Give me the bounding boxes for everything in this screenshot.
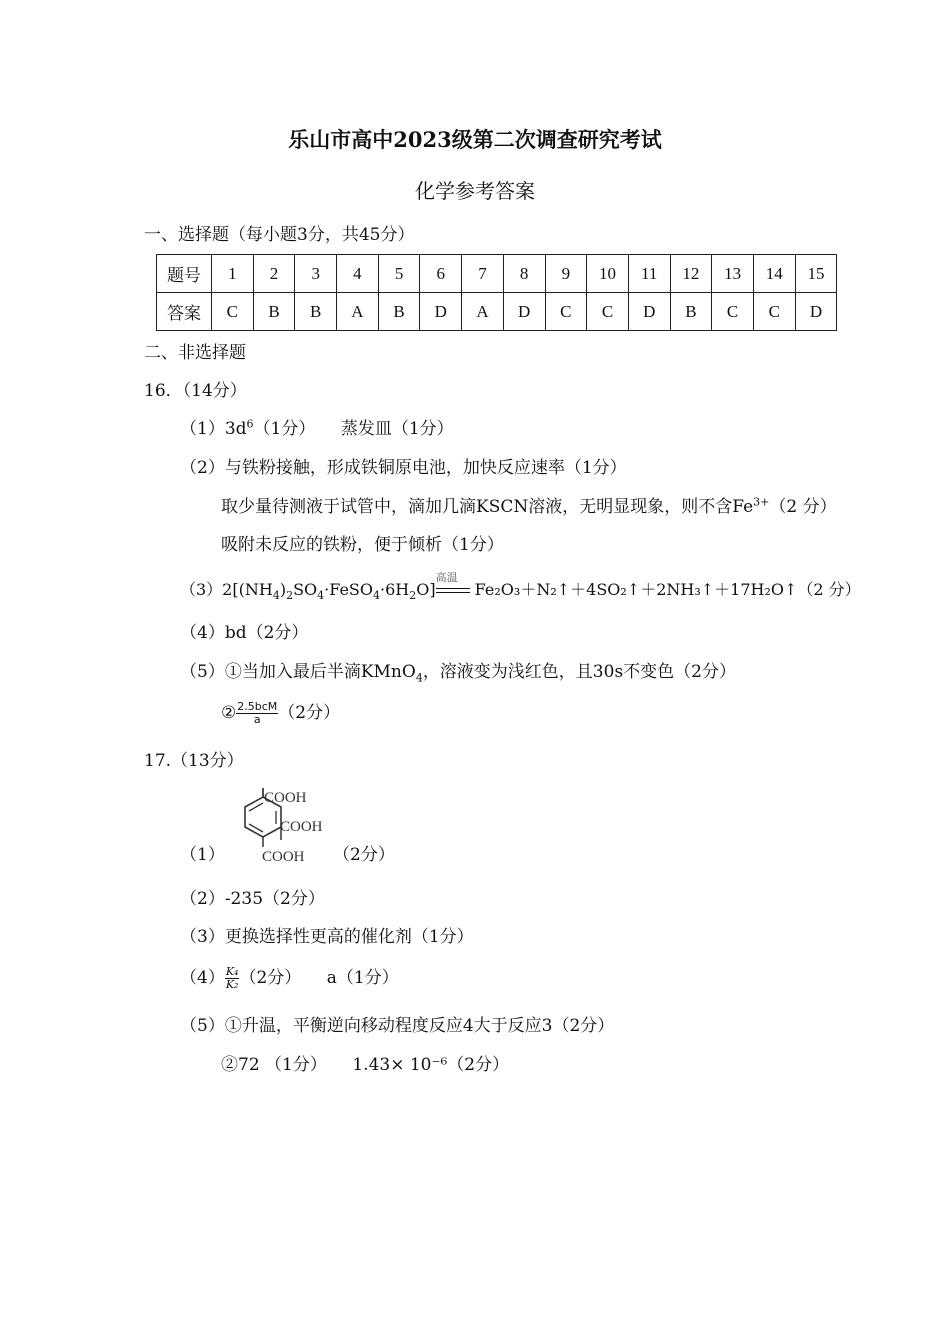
table-cell: 12 (670, 255, 712, 293)
table-cell: 4 (337, 255, 379, 293)
q17-part1-label: （1） (180, 845, 225, 865)
table-cell: C (712, 293, 754, 331)
table-cell: 11 (628, 255, 670, 293)
q16-part2-line2-score: （2 分） (769, 497, 837, 517)
q17-header: 17.（13分） (144, 751, 244, 771)
superscript: 6 (246, 417, 254, 431)
fraction-denominator: a (253, 713, 261, 726)
table-cell: C (212, 293, 254, 331)
q16-part4: （4）bd（2分） (180, 623, 309, 643)
q17-part4 (180, 966, 399, 991)
q17-part3: （3）更换选择性更高的催化剂（1分） (180, 927, 474, 947)
table-cell: D (628, 293, 670, 331)
table-cell: 1 (212, 255, 254, 293)
fraction-numerator: K₄ (225, 965, 239, 978)
table-cell: 5 (378, 255, 420, 293)
reaction-condition (435, 571, 470, 601)
table-cell: 2 (253, 255, 295, 293)
q16-part3-equation: $(3)2[(NH_4)_2SO_4\cdot FeSO_4\cdot 6H_2O]$ 高温 Fe₂O₃＋N₂↑＋4SO₂↑＋2NH₃↑＋17H₂O↑（2 分） (180, 579, 861, 601)
section2-heading: 二、非选择题 (144, 343, 246, 363)
page-subtitle: 化学参考答案 (415, 179, 535, 203)
superscript: 3+ (753, 495, 770, 509)
q16-header: 16．（14分） (144, 381, 247, 401)
subscript: 4 (415, 671, 423, 685)
table-cell: 8 (503, 255, 545, 293)
score: （2分） (278, 703, 341, 723)
q16-part5-rest: ，溶液变为浅红色，且30s不变色（2分） (422, 662, 736, 682)
table-cell: D (795, 293, 837, 331)
fraction-denominator: K₂ (225, 978, 239, 991)
table-cell: B (295, 293, 337, 331)
q17-part1-score: （2分） (333, 845, 395, 865)
table-cell: 10 (587, 255, 629, 293)
table-cell: 6 (420, 255, 462, 293)
table-row (157, 293, 837, 331)
row-label-question-number: 题号 (157, 255, 212, 293)
q16-part5 (180, 661, 736, 683)
q16-part2: （2）与铁粉接触，形成铁铜原电池，加快反应速率（1分） (180, 458, 627, 478)
q16-part2-line3: 吸附未反应的铁粉，便于倾析（1分） (221, 535, 504, 555)
condition-label: 高温 (435, 571, 458, 584)
section1-heading: 一、选择题（每小题3分，共45分） (144, 225, 415, 245)
table-cell: 13 (712, 255, 754, 293)
table-row (157, 255, 837, 293)
table-cell: A (462, 293, 504, 331)
fraction-numerator: 2.5bcM (237, 700, 278, 713)
table-cell: B (670, 293, 712, 331)
q17-part5-2: ②72 （1分） 1.43× 10⁻⁶（2分） (221, 1055, 510, 1075)
q16-part5-text: （5）①当加入最后半滴KMnO (180, 662, 416, 682)
q16-part1-text: （1）3d (180, 419, 247, 439)
table-cell: 7 (462, 255, 504, 293)
q16-part1 (180, 418, 454, 440)
equation-products: Fe₂O₃＋N₂↑＋4SO₂↑＋2NH₃↑＋17H₂O↑（2 分） (474, 580, 861, 599)
carboxyl-group-label: COOH (262, 849, 305, 865)
table-cell: D (503, 293, 545, 331)
q17-part4-rest: （2分） a（1分） (239, 968, 399, 988)
table-cell: 3 (295, 255, 337, 293)
table-cell: D (420, 293, 462, 331)
q17-part5: （5）①升温，平衡逆向移动程度反应4大于反应3（2分） (180, 1016, 615, 1036)
q16-part1-rest: （1分） 蒸发皿（1分） (253, 419, 454, 439)
table-cell: A (337, 293, 379, 331)
table-cell: 9 (545, 255, 587, 293)
q17-part2: （2）-235（2分） (180, 889, 325, 909)
table-cell: 14 (753, 255, 795, 293)
q16-part5-2 (221, 701, 340, 726)
answer-table (156, 254, 837, 331)
circled-number: ② (221, 703, 237, 723)
table-cell: B (253, 293, 295, 331)
table-cell: C (587, 293, 629, 331)
q16-part2-line2-text: 取少量待测液于试管中，滴加几滴KSCN溶液，无明显现象，则不含Fe (221, 497, 754, 517)
page-title: 乐山市高中2023级第二次调查研究考试 (288, 127, 662, 152)
equation-reactant-prefix: （3）2[(NH (180, 580, 273, 599)
carboxyl-group-label: COOH (264, 790, 307, 806)
benzenetricarboxylic-acid-structure (218, 784, 338, 868)
q16-part2-line2 (221, 496, 837, 518)
q17-part4-label: （4） (180, 968, 225, 988)
table-cell: C (545, 293, 587, 331)
fraction (225, 966, 240, 991)
fraction (236, 701, 278, 726)
table-cell: B (378, 293, 420, 331)
table-cell: C (753, 293, 795, 331)
table-cell: 15 (795, 255, 837, 293)
row-label-answer: 答案 (157, 293, 212, 331)
carboxyl-group-label: COOH (280, 819, 323, 835)
